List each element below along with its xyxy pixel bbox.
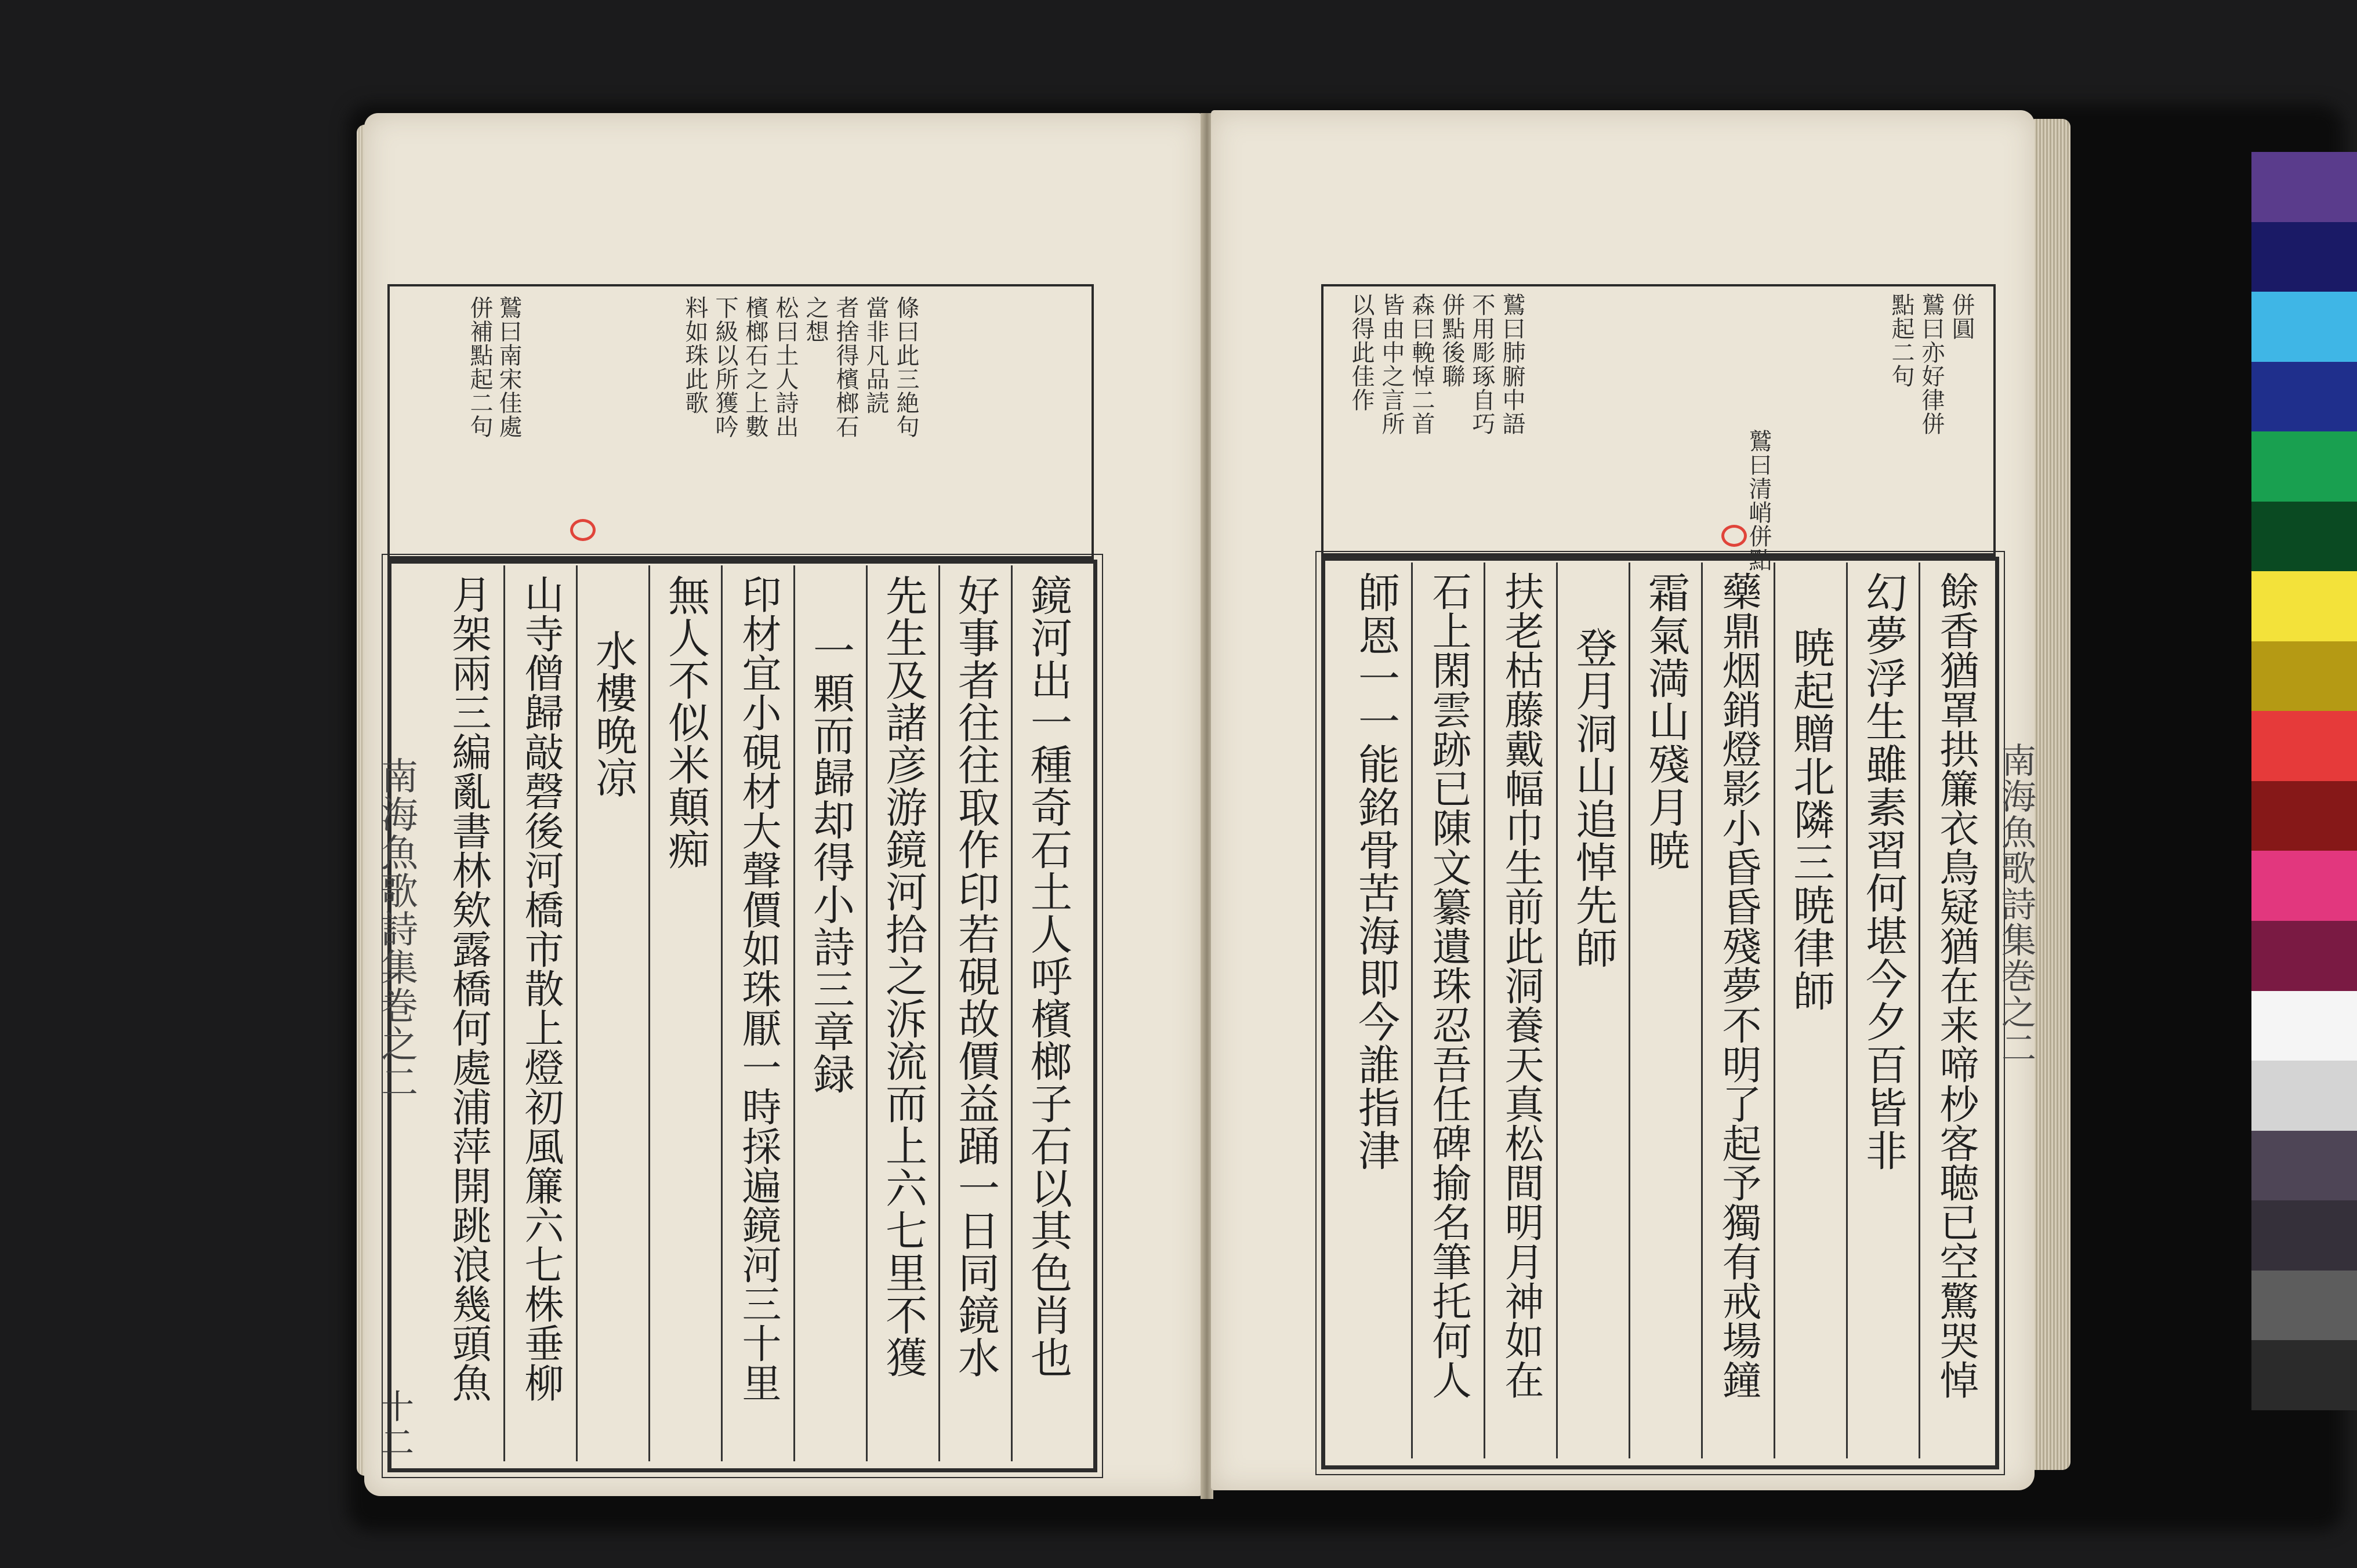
column-rule: [938, 565, 940, 1461]
color-swatch: [2251, 431, 2357, 502]
column-rule: [1011, 565, 1013, 1461]
left-headnote: 料如珠此歌: [681, 296, 708, 415]
color-swatch: [2251, 711, 2357, 781]
text-column: 無人不似米顛痴: [661, 574, 710, 870]
right-headnote: 點起二句: [1888, 293, 1914, 388]
color-swatch: [2251, 502, 2357, 572]
left-headnote: 條曰此三絶句: [893, 296, 919, 438]
right-headnote: 以得此佳作: [1348, 293, 1375, 412]
right-headnote: 森曰輓悼二首: [1408, 293, 1435, 435]
text-column: 登月洞山追悼先師: [1569, 626, 1618, 970]
column-rule: [1629, 562, 1630, 1458]
text-column: 暁起贈北隣三暁律師: [1786, 626, 1835, 1012]
left-headnote: 當非凡品読: [862, 296, 889, 415]
column-rule: [1411, 562, 1413, 1458]
column-rule: [866, 565, 868, 1461]
text-column: 一顆而歸却得小詩三章録: [806, 629, 855, 1095]
text-column: 水樓晩凉: [589, 629, 637, 798]
color-swatch: [2251, 222, 2357, 292]
left-headnote: 檳榔石之上數: [742, 296, 768, 438]
left-headnote: 下級以所獲吟: [712, 296, 738, 438]
text-column: 印材宜小硯材大聲價如珠厭一時採遍鏡河三十里: [735, 574, 781, 1402]
right-headnote: 鷲曰清峭併點: [1745, 429, 1772, 572]
column-rule: [1484, 562, 1485, 1458]
color-swatch: [2251, 152, 2357, 222]
left-headnote: 鷲曰南宋佳處: [495, 296, 522, 438]
color-swatch: [2251, 1271, 2357, 1341]
text-column: 先生及諸彦游鏡河拾之泝流而上六七里不獲: [879, 574, 927, 1378]
color-swatch: [2251, 921, 2357, 991]
text-column: 石上閑雲跡已陳文纂遺珠忍吾任碑揄名筆托何人: [1426, 571, 1471, 1399]
text-column: 月架兩三編亂書林欸露橋何處浦萍開跳浪幾頭魚: [445, 574, 491, 1402]
color-swatch: [2251, 781, 2357, 851]
left-margin-title: 南海魚歌詩集巻之二: [375, 757, 418, 1101]
color-swatch: [2251, 641, 2357, 712]
column-rule: [648, 565, 650, 1461]
red-circle-mark: [570, 519, 596, 541]
right-headnote: 併圓: [1948, 293, 1975, 340]
text-column: 山寺僧歸敲磬後河橋市散上燈初風簾六七株垂柳: [518, 574, 564, 1402]
color-swatch: [2251, 292, 2357, 362]
red-circle-mark: [1721, 525, 1747, 547]
text-column: 鏡河出一種奇石土人呼檳榔子石以其色肖也: [1024, 574, 1072, 1378]
right-margin-title: 南海魚歌詩集巻之二: [1996, 742, 2036, 1066]
left-page: [364, 113, 1202, 1496]
color-swatch: [2251, 991, 2357, 1061]
left-headnote: 者捨得檳榔石: [832, 296, 859, 438]
right-headnote: 鷲曰肺腑中語: [1499, 293, 1525, 435]
column-rule: [721, 565, 723, 1461]
text-column: 霜氣満山殘月暁: [1641, 571, 1690, 872]
right-headnote: 併點後聯: [1438, 293, 1465, 388]
color-swatch: [2251, 1200, 2357, 1271]
right-headnote: 鷲曰亦好律併: [1918, 293, 1945, 435]
color-swatch: [2251, 1061, 2357, 1131]
right-page: [1211, 110, 2035, 1490]
column-rule: [1774, 562, 1775, 1458]
right-headnote: 皆由中之言所: [1378, 293, 1405, 435]
column-rule: [1556, 562, 1558, 1458]
folio-number: 十二: [375, 1389, 414, 1461]
color-swatch: [2251, 1340, 2357, 1410]
text-column: 幻夢浮生雖素習何堪今夕百皆非: [1859, 571, 1908, 1172]
column-rule: [793, 565, 795, 1461]
column-rule: [1919, 562, 1920, 1458]
color-swatch: [2251, 1131, 2357, 1201]
text-column: 師恩一一能銘骨苦海即今誰指津: [1351, 571, 1400, 1172]
text-column: 藥鼎烟銷燈影小昏昏殘夢不明了起予獨有戒場鐘: [1716, 571, 1761, 1399]
column-rule: [1846, 562, 1848, 1458]
color-calibration-chart: [2251, 152, 2357, 1410]
color-swatch: [2251, 851, 2357, 921]
text-column: 餘香猶罩拱簾衣鳥疑猶在来啼杪客聴已空驚哭悼: [1933, 571, 1979, 1399]
column-rule: [576, 565, 578, 1461]
right-headnote: 不用彫琢自巧: [1468, 293, 1495, 435]
left-headnote: 併補點起二句: [466, 296, 493, 438]
color-swatch: [2251, 571, 2357, 641]
column-rule: [503, 565, 505, 1461]
left-headnote: 松曰土人詩出: [772, 296, 799, 438]
left-headnote: 之想: [802, 296, 829, 343]
column-rule: [1701, 562, 1703, 1458]
color-swatch: [2251, 362, 2357, 432]
text-column: 好事者往往取作印若硯故價益踊一日同鏡水: [951, 574, 1000, 1378]
text-column: 扶老枯藤戴幅巾生前此洞養天真松間明月神如在: [1498, 571, 1544, 1399]
